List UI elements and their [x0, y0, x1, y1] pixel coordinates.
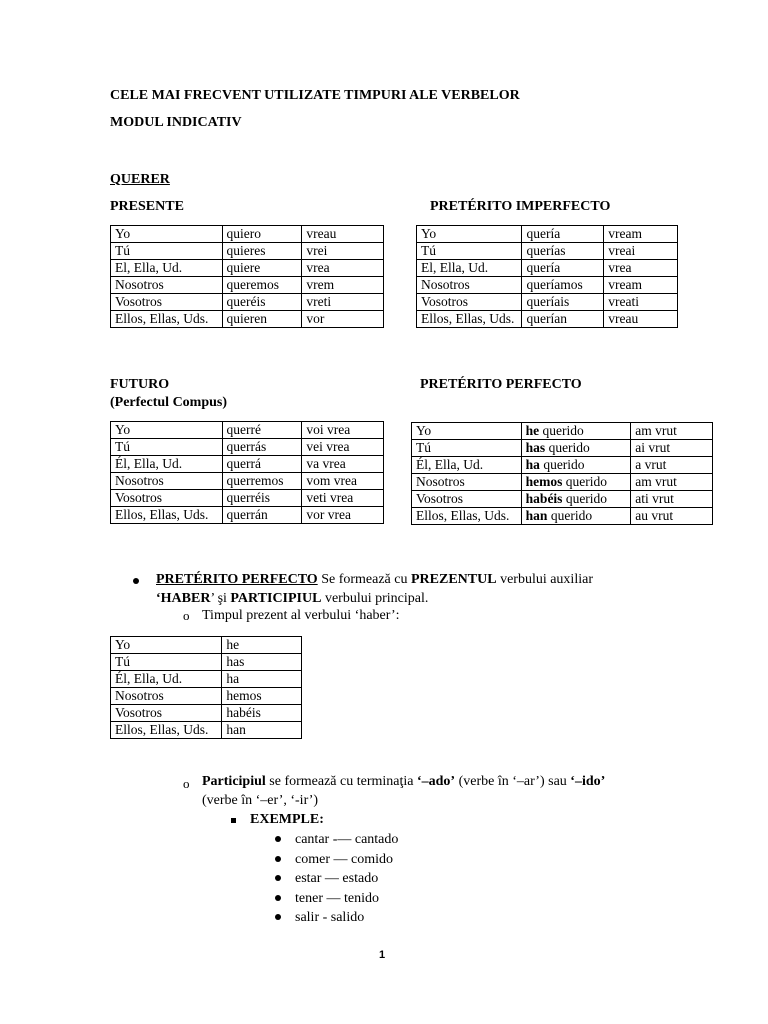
example-item: cantar -— cantado — [295, 832, 399, 847]
table-row — [412, 474, 713, 491]
table-row — [111, 243, 384, 260]
translation-cell: am vrut — [631, 423, 713, 440]
table-row — [111, 688, 302, 705]
table-row — [111, 722, 302, 739]
translation-cell: vreai — [604, 243, 678, 260]
conjugation-cell — [521, 508, 631, 525]
table-row — [417, 311, 678, 328]
pronoun-cell: Vosotros — [412, 491, 522, 508]
explanation-text-2: verbului auxiliar — [496, 572, 593, 587]
conjugation-cell: querrá — [222, 456, 302, 473]
participle: querido — [547, 508, 593, 523]
translation-cell: vrea — [604, 260, 678, 277]
explanation-bold-1: PREZENTUL — [410, 572, 497, 587]
pronoun-cell: Tú — [417, 243, 522, 260]
pronoun-cell: Yo — [111, 422, 223, 439]
translation-cell: vreti — [302, 294, 384, 311]
participle-text-2: (verbe în ‘–ar’) sau — [455, 774, 571, 789]
translation-cell: am vrut — [631, 474, 713, 491]
pronoun-cell: Nosotros — [111, 277, 223, 294]
explanation-text-4: verbului principal. — [321, 591, 429, 606]
pronoun-cell: Yo — [111, 226, 223, 243]
participle: querido — [562, 474, 608, 489]
table-row — [412, 440, 713, 457]
pronoun-cell: Ellos, Ellas, Uds. — [111, 311, 223, 328]
translation-cell: vei vrea — [302, 439, 384, 456]
conjugation-cell — [521, 491, 631, 508]
participle: querido — [539, 423, 584, 438]
table-row — [111, 294, 384, 311]
conjugation-cell — [521, 474, 631, 491]
conjugation-cell — [521, 440, 631, 457]
table-row — [417, 260, 678, 277]
conjugation-cell: quieres — [222, 243, 302, 260]
conjugation-cell: querían — [522, 311, 604, 328]
imperfecto-table — [416, 225, 678, 328]
table-row — [111, 456, 384, 473]
table-row — [111, 473, 384, 490]
translation-cell: vom vrea — [302, 473, 384, 490]
square-bullet — [231, 818, 236, 823]
futuro-subheading: (Perfectul Compus) — [110, 395, 228, 410]
translation-cell: vor — [302, 311, 384, 328]
translation-cell: vream — [604, 226, 678, 243]
table-row — [111, 705, 302, 722]
pronoun-cell: Tú — [412, 440, 522, 457]
pronoun-cell: Nosotros — [111, 688, 222, 705]
perfecto-heading: PRETÉRITO PERFECTO — [420, 377, 582, 392]
example-item: estar — estado — [295, 871, 379, 886]
participle-explanation — [202, 772, 722, 810]
pronoun-cell: Nosotros — [412, 474, 522, 491]
pronoun-cell: Vosotros — [111, 294, 223, 311]
table-row — [111, 637, 302, 654]
conjugation-cell: querrás — [222, 439, 302, 456]
example-item: comer — comido — [295, 851, 393, 867]
pronoun-cell: El, Ella, Ud. — [111, 260, 223, 277]
table-row — [111, 671, 302, 688]
table-row — [417, 243, 678, 260]
conjugation-cell: hemos — [222, 688, 302, 705]
translation-cell: vor vrea — [302, 507, 384, 524]
page-number: 1 — [379, 949, 386, 961]
conjugation-cell: querréis — [222, 490, 302, 507]
pronoun-cell: Nosotros — [111, 473, 223, 490]
document-subtitle: MODUL INDICATIV — [110, 115, 242, 130]
table-row — [417, 294, 678, 311]
translation-cell: vrea — [302, 260, 384, 277]
pronoun-cell: Ellos, Ellas, Uds. — [111, 722, 222, 739]
pronoun-cell: Nosotros — [417, 277, 522, 294]
translation-cell: veti vrea — [302, 490, 384, 507]
sub-bullet-circle-2: o — [183, 776, 190, 791]
example-bullet — [275, 856, 281, 862]
explanation-bold-3: PARTICIPIUL — [230, 591, 322, 606]
explanation-text-1: Se formează cu — [317, 572, 411, 587]
translation-cell: voi vrea — [302, 422, 384, 439]
futuro-heading: FUTURO — [110, 377, 170, 392]
document-title: CELE MAI FRECVENT UTILIZATE TIMPURI ALE VERBELOR — [110, 88, 520, 103]
auxiliary-verb: he — [525, 423, 540, 438]
conjugation-cell: quiero — [222, 226, 302, 243]
conjugation-cell: quiere — [222, 260, 302, 277]
table-row — [111, 654, 302, 671]
conjugation-cell: han — [222, 722, 302, 739]
conjugation-cell: querremos — [222, 473, 302, 490]
conjugation-cell: he — [222, 637, 302, 654]
participle: querido — [539, 457, 585, 472]
example-bullet — [275, 875, 281, 881]
pronoun-cell: Él, Ella, Ud. — [111, 456, 223, 473]
pronoun-cell: Vosotros — [417, 294, 522, 311]
table-row — [111, 260, 384, 277]
table-row — [412, 508, 713, 525]
participle: querido — [545, 440, 590, 455]
table-row — [111, 277, 384, 294]
translation-cell: vream — [604, 277, 678, 294]
participle-line-2: (verbe în ‘–er’, ‘-ir’) — [202, 793, 319, 808]
conjugation-cell: queríamos — [522, 277, 604, 294]
conjugation-cell: querías — [522, 243, 604, 260]
conjugation-cell: querrán — [222, 507, 302, 524]
explanation-text-3: ’ şi — [210, 591, 231, 606]
conjugation-cell: ha — [222, 671, 302, 688]
participle-bold-2: ‘–ado’ — [416, 774, 456, 789]
auxiliary-verb: has — [525, 440, 546, 455]
presente-table — [110, 225, 384, 328]
conjugation-cell: has — [222, 654, 302, 671]
pronoun-cell: Tú — [111, 439, 223, 456]
table-row — [412, 491, 713, 508]
conjugation-cell — [521, 457, 631, 474]
perfecto-table — [411, 422, 713, 525]
pronoun-cell: Ellos, Ellas, Uds. — [111, 507, 223, 524]
verb-title: QUERER — [110, 172, 170, 187]
pronoun-cell: Tú — [111, 654, 222, 671]
table-row — [111, 507, 384, 524]
table-row — [417, 226, 678, 243]
table-row — [111, 490, 384, 507]
participle-text-1: se formează cu terminaţia — [265, 774, 417, 789]
presente-heading: PRESENTE — [110, 199, 184, 214]
table-row — [412, 423, 713, 440]
auxiliary-verb: han — [525, 508, 548, 523]
pronoun-cell: Yo — [417, 226, 522, 243]
translation-cell: va vrea — [302, 456, 384, 473]
conjugation-cell: querré — [222, 422, 302, 439]
participle-bold-1: Participiul — [202, 774, 266, 789]
translation-cell: vreau — [302, 226, 384, 243]
pronoun-cell: Él, Ella, Ud. — [111, 671, 222, 688]
conjugation-cell: quería — [522, 260, 604, 277]
participle-bold-3: ‘–ido’ — [570, 774, 606, 789]
auxiliary-verb: habéis — [525, 491, 563, 506]
participle: querido — [562, 491, 608, 506]
pronoun-cell: Ellos, Ellas, Uds. — [412, 508, 522, 525]
explanation-bold-2: ‘HABER — [156, 591, 211, 606]
translation-cell: vreati — [604, 294, 678, 311]
conjugation-cell: habéis — [222, 705, 302, 722]
futuro-table — [110, 421, 384, 524]
translation-cell: ati vrut — [631, 491, 713, 508]
conjugation-cell: quería — [522, 226, 604, 243]
table-row — [417, 277, 678, 294]
conjugation-cell: queréis — [222, 294, 302, 311]
auxiliary-verb: hemos — [525, 474, 563, 489]
conjugation-cell: quieren — [222, 311, 302, 328]
table-row — [111, 226, 384, 243]
example-item: salir - salido — [295, 910, 365, 925]
bullet-point — [133, 578, 139, 584]
explanation-term: PRETÉRITO PERFECTO — [156, 572, 318, 587]
translation-cell: a vrut — [631, 457, 713, 474]
table-row — [412, 457, 713, 474]
sub-bullet-circle: o — [183, 608, 190, 623]
table-row — [111, 422, 384, 439]
pronoun-cell: Él, Ella, Ud. — [412, 457, 522, 474]
translation-cell: ai vrut — [631, 440, 713, 457]
example-item: tener — tenido — [295, 890, 379, 906]
pronoun-cell: Yo — [111, 637, 222, 654]
pronoun-cell: Vosotros — [111, 490, 223, 507]
translation-cell: vrem — [302, 277, 384, 294]
perfecto-explanation — [156, 570, 716, 608]
translation-cell: au vrut — [631, 508, 713, 525]
pronoun-cell: Ellos, Ellas, Uds. — [417, 311, 522, 328]
table-row — [111, 311, 384, 328]
examples-heading: EXEMPLE: — [250, 812, 324, 827]
imperfecto-heading: PRETÉRITO IMPERFECTO — [430, 199, 611, 214]
translation-cell: vreau — [604, 311, 678, 328]
translation-cell: vrei — [302, 243, 384, 260]
table-row — [111, 439, 384, 456]
pronoun-cell: Tú — [111, 243, 223, 260]
example-bullet — [275, 914, 281, 920]
haber-table — [110, 636, 302, 739]
pronoun-cell: El, Ella, Ud. — [417, 260, 522, 277]
conjugation-cell: queremos — [222, 277, 302, 294]
example-bullet — [275, 895, 281, 901]
pronoun-cell: Yo — [412, 423, 522, 440]
conjugation-cell: queríais — [522, 294, 604, 311]
example-bullet — [275, 836, 281, 842]
auxiliary-verb: ha — [525, 457, 540, 472]
conjugation-cell — [521, 423, 631, 440]
pronoun-cell: Vosotros — [111, 705, 222, 722]
haber-present-note: Timpul prezent al verbului ‘haber’: — [202, 608, 400, 623]
